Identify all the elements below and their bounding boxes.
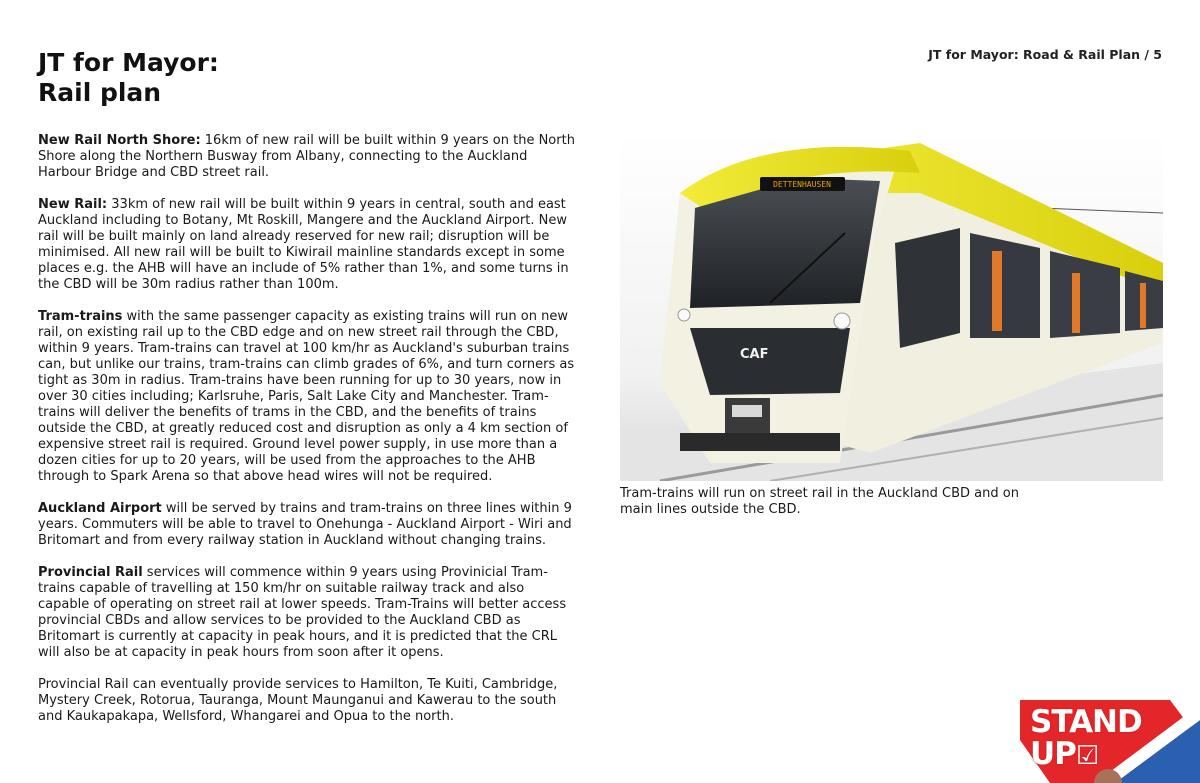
- bogie: [680, 433, 840, 451]
- logo-text-up: [1030, 738, 1098, 772]
- text-provincial: services will commence within 9 years using Provinicial Tram-trains capable of travelling at 150 km/hr on suitable railway track and also capable of operating on street rail at lower speeds. Tram-Trains will better access provincial CBDs and allow services to be provided to the Auckland CBD as Britomart is currently at capacity in peak hours, and it is predicted that the CRL will also be at capacity in peak hours from soon after it opens.: [38, 565, 567, 660]
- heading-tram-trains: Tram-trains: [38, 309, 123, 324]
- page-title: [38, 48, 219, 108]
- destination-sign-text: DETTENHAUSEN: [773, 180, 831, 189]
- side-window: [970, 233, 1040, 338]
- tram-train-photo: [620, 133, 1163, 481]
- paragraph-airport: [38, 501, 578, 549]
- side-door-orange: [1072, 273, 1080, 333]
- stand-up-logo: [1020, 700, 1200, 783]
- heading-north-shore: New Rail North Shore:: [38, 133, 201, 148]
- logo-text-stand: STAND: [1030, 704, 1142, 740]
- text-new-rail: 33km of new rail will be built within 9 years in central, south and east Auckland including to Botany, Mt Roskill, Mangere and the Auckland Airport. New rail will be built mainly on land already reserved for new rail; disruption will be minimised. All new rail will be built to Kiwirail mainline standards except in some places e.g. the AHB will have an include of 5% rather than 1%, and some turns in the CBD will be 30m radius rather than 100m.: [38, 197, 569, 292]
- maker-logo-text: CAF: [740, 347, 769, 362]
- heading-new-rail: New Rail:: [38, 197, 108, 212]
- front-lower-dark: [690, 328, 850, 395]
- running-head: JT for Mayor: Road & Rail Plan / 5: [928, 47, 1162, 62]
- title-line-2: Rail plan: [38, 78, 162, 107]
- title-line-1: JT for Mayor:: [38, 48, 219, 77]
- heading-airport: Auckland Airport: [38, 501, 162, 516]
- heading-provincial: Provincial Rail: [38, 565, 143, 580]
- coupler-head: [732, 405, 762, 417]
- headlight: [678, 309, 690, 321]
- logo-text-up-word: UP: [1030, 736, 1076, 772]
- text-north-shore: 16km of new rail will be built within 9 years on the North Shore along the Northern Busway from Albany, connecting to the Auckland Harbour Bridge and CBD street rail.: [38, 133, 575, 180]
- paragraph-tram-trains: [38, 309, 578, 485]
- photo-caption: Tram-trains will run on street rail in the Auckland CBD and on main lines outside the CBD.: [620, 486, 1019, 517]
- paragraph-provincial: [38, 565, 578, 661]
- paragraph-north-shore: [38, 133, 578, 181]
- text-tram-trains: with the same passenger capacity as existing trains will run on new rail, on existing rail up to the CBD edge and on new street rail through the CBD, within 9 years. Tram-trains can travel at 100 km/hr as Auckland's suburban trains can, but unlike our trains, tram-trains can climb grades of 6%, and turn corners as tight as 30m in radius. Tram-trains have been running for up to 30 years, now in over 30 cities including; Karlsruhe, Paris, Salt Lake City and Manchester. Tram-trains will deliver the benefits of trams in the CBD, and the benefits of trains outside the CBD, at greatly reduced cost and disruption as only a 4 km section of expensive street rail is required. Ground level power supply, in use more than a dozen cities for up to 20 years, will be used from the approaches to the AHB through to Spark Arena so that above head wires will not be required.: [38, 309, 575, 484]
- tram-train-illustration: [620, 133, 1163, 481]
- text-airport: will be served by trains and tram-trains on three lines within 9 years. Commuters will be able to travel to Onehunga - Auckland Airport - Wiri and Britomart and from every railway station in Auckland without changing trains.: [38, 501, 572, 548]
- side-door-orange: [992, 251, 1002, 331]
- paragraph-new-rail: [38, 197, 578, 293]
- side-door-orange: [1140, 283, 1146, 328]
- body-text: [38, 133, 578, 741]
- check-box-icon: ☑: [1075, 741, 1099, 771]
- paragraph-provincial-extra: Provincial Rail can eventually provide services to Hamilton, Te Kuiti, Cambridge, Mystery Creek, Rotorua, Tauranga, Mount Maunganui and Kawerau to the south and Kaukapakapa, Wellsford, Whangarei and Opua to the north.: [38, 677, 558, 724]
- coupler: [725, 398, 770, 438]
- side-window: [895, 228, 960, 348]
- headlight: [834, 313, 850, 329]
